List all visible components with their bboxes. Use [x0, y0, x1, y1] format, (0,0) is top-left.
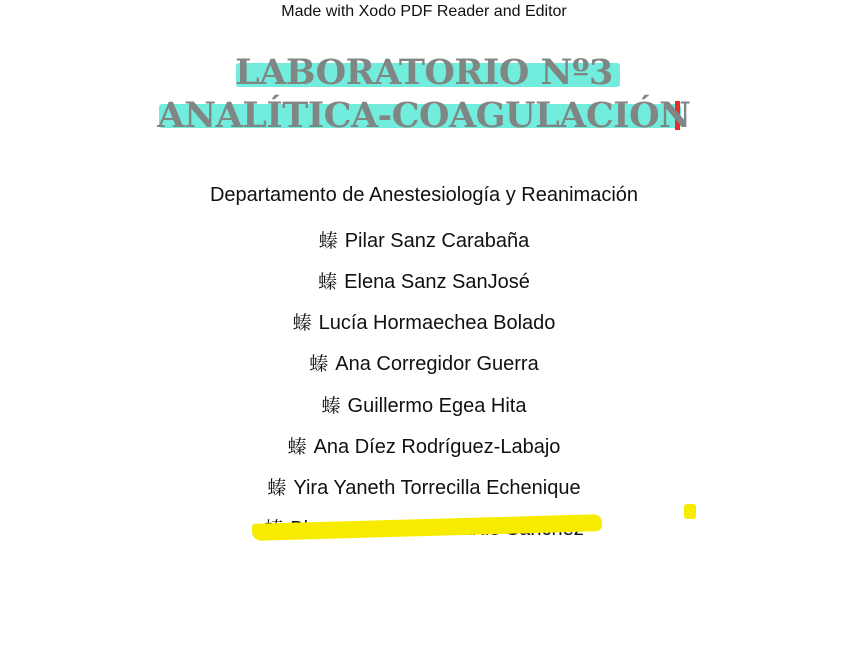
bullet-icon: 螓 — [267, 477, 287, 499]
author-item — [0, 391, 848, 418]
author-item — [0, 226, 848, 253]
bullet-icon: 螓 — [287, 436, 307, 458]
author-name: Guillermo Egea Hita — [347, 395, 527, 417]
author-name: Ana Corregidor Guerra — [335, 353, 539, 375]
yellow-highlight-dot — [684, 504, 696, 519]
author-item — [0, 267, 848, 294]
bullet-icon: 螓 — [309, 353, 329, 375]
department-text: Departamento de Anestesiología y Reanimación — [209, 184, 639, 206]
author-name: Ana Díez Rodríguez-Labajo — [313, 436, 561, 458]
author-name: Yira Yaneth Torrecilla Echenique — [293, 477, 581, 499]
author-item — [0, 473, 848, 500]
author-name: Elena Sanz SanJosé — [344, 271, 530, 293]
author-item — [0, 349, 848, 376]
title-line-2: ANALÍTICA-COAGULACIÓN — [157, 95, 691, 136]
author-item — [0, 308, 848, 335]
title-line-1: LABORATORIO Nº3 — [235, 52, 613, 93]
bullet-icon: 螓 — [321, 395, 341, 417]
bullet-icon: 螓 — [318, 271, 338, 293]
author-item — [0, 432, 848, 459]
watermark-text: Made with Xodo PDF Reader and Editor — [281, 3, 567, 20]
bullet-icon: 螓 — [292, 312, 312, 334]
author-name: Pilar Sanz Carabaña — [344, 230, 530, 252]
author-name: Lucía Hormaechea Bolado — [318, 312, 556, 334]
bullet-icon: 螓 — [318, 230, 338, 252]
